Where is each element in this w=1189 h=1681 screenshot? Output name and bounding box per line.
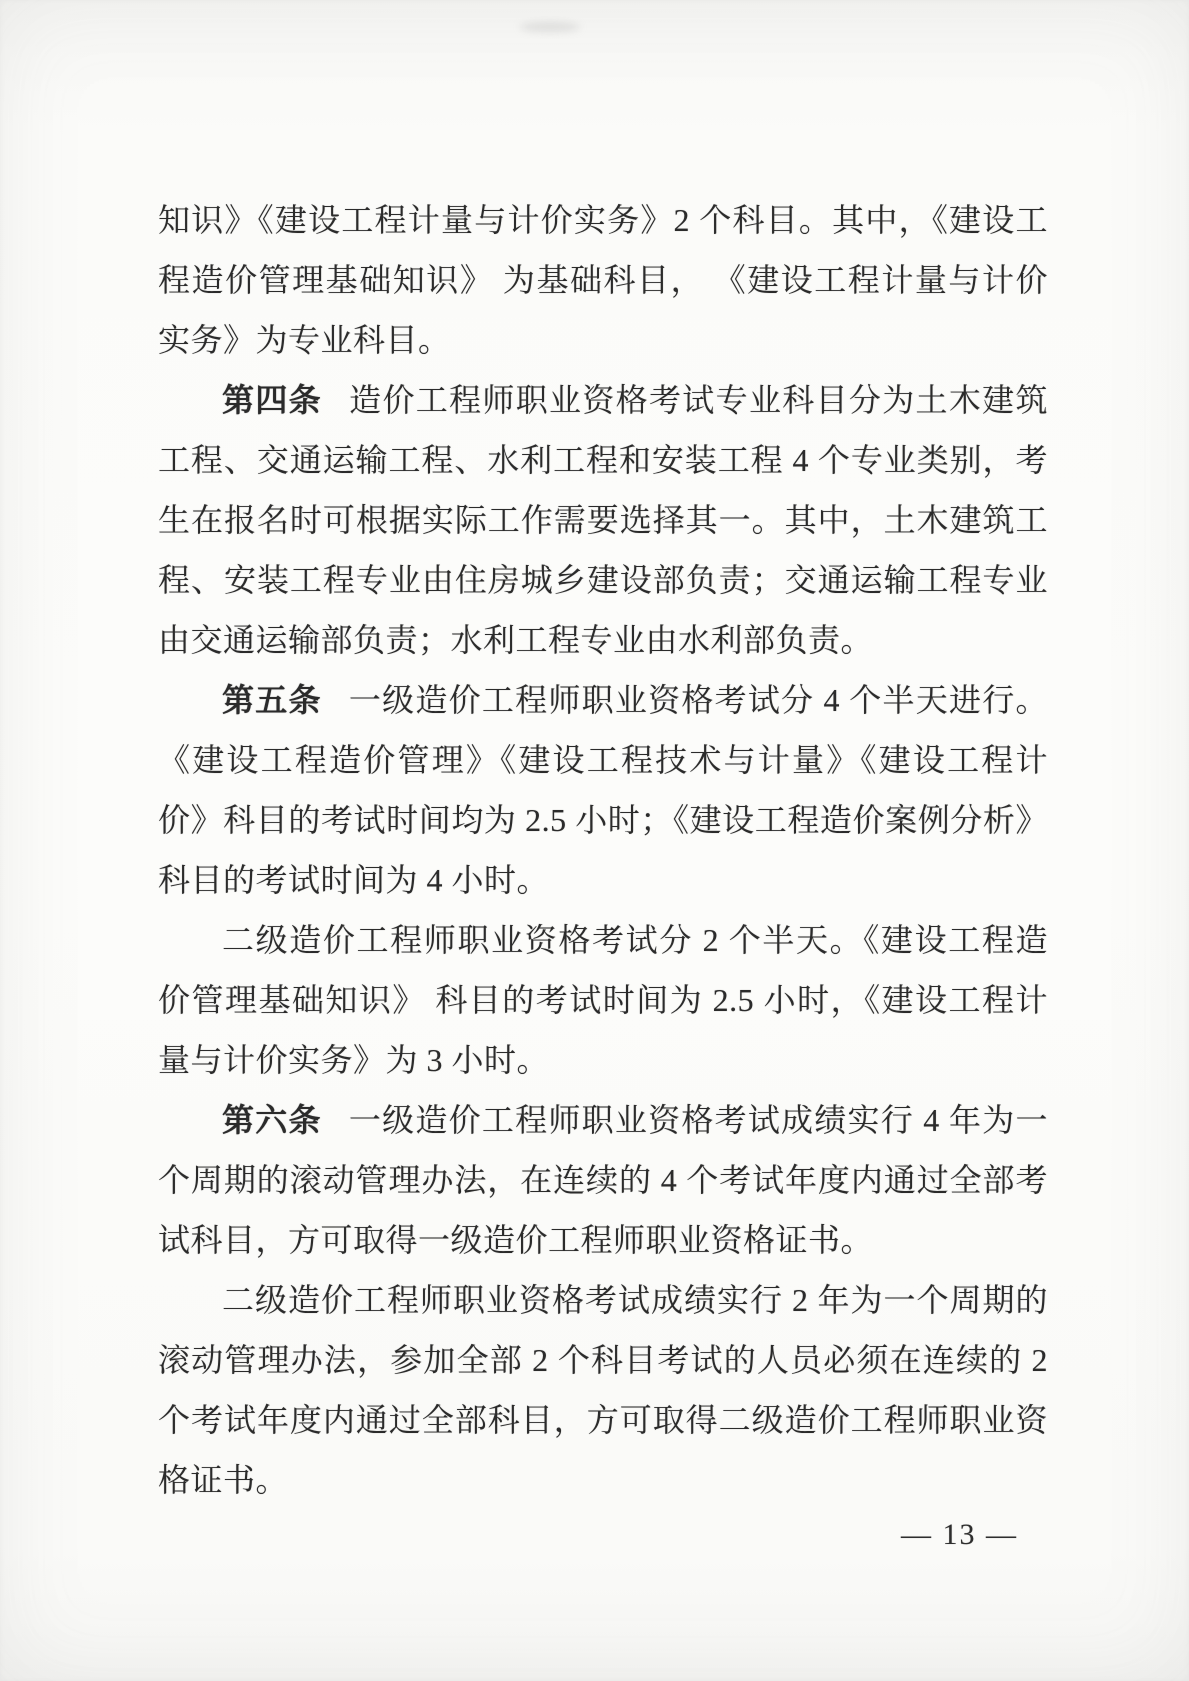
article-5-heading: 第五条 — [222, 682, 322, 718]
paragraph-article-6 — [158, 1090, 1048, 1270]
document-body — [158, 190, 1048, 1510]
paragraph-text: 造价工程师职业资格考试专业科目分为土木建筑工程、交通运输工程、水利工程和安装工程 4 个专业类别，考生在报名时可根据实际工作需要选择其一。其中，土木建筑工程、安装工程专业由住房城乡建设部负责；交通运输工程专业由交通运输部负责；水利工程专业由水利部负责。 — [158, 382, 1048, 658]
article-4-heading: 第四条 — [222, 382, 322, 418]
paragraph-text: 二级造价工程师职业资格考试分 2 个半天。《建设工程造价管理基础知识》 科目的考试时间为 2.5 小时，《建设工程计量与计价实务》为 3 小时。 — [158, 922, 1048, 1078]
article-6-heading: 第六条 — [222, 1102, 322, 1138]
paragraph-text: 知识》《建设工程计量与计价实务》2 个科目。其中，《建设工程造价管理基础知识》 为基础科目， 《建设工程计量与计价实务》为专业科目。 — [158, 202, 1048, 358]
paragraph-article-4 — [158, 370, 1048, 670]
paragraph-continuation — [158, 190, 1048, 370]
paragraph-article-5 — [158, 670, 1048, 910]
paragraph-text: 一级造价工程师职业资格考试分 4 个半天进行。《建设工程造价管理》《建设工程技术与计量》《建设工程计价》科目的考试时间均为 2.5 小时；《建设工程造价案例分析》 科目的考试时间为 4 小时。 — [158, 682, 1048, 898]
paragraph-article-6-sub — [158, 1270, 1048, 1510]
page-number: — 13 — — [901, 1518, 1018, 1551]
paragraph-article-5-sub — [158, 910, 1048, 1090]
page-footer — [158, 1514, 1048, 1556]
paragraph-text: 二级造价工程师职业资格考试成绩实行 2 年为一个周期的滚动管理办法，参加全部 2 个科目考试的人员必须在连续的 2 个考试年度内通过全部科目，方可取得二级造价工程师职业资格证书。 — [158, 1282, 1048, 1498]
paragraph-text: 一级造价工程师职业资格考试成绩实行 4 年为一个周期的滚动管理办法，在连续的 4 个考试年度内通过全部考试科目，方可取得一级造价工程师职业资格证书。 — [158, 1102, 1048, 1258]
